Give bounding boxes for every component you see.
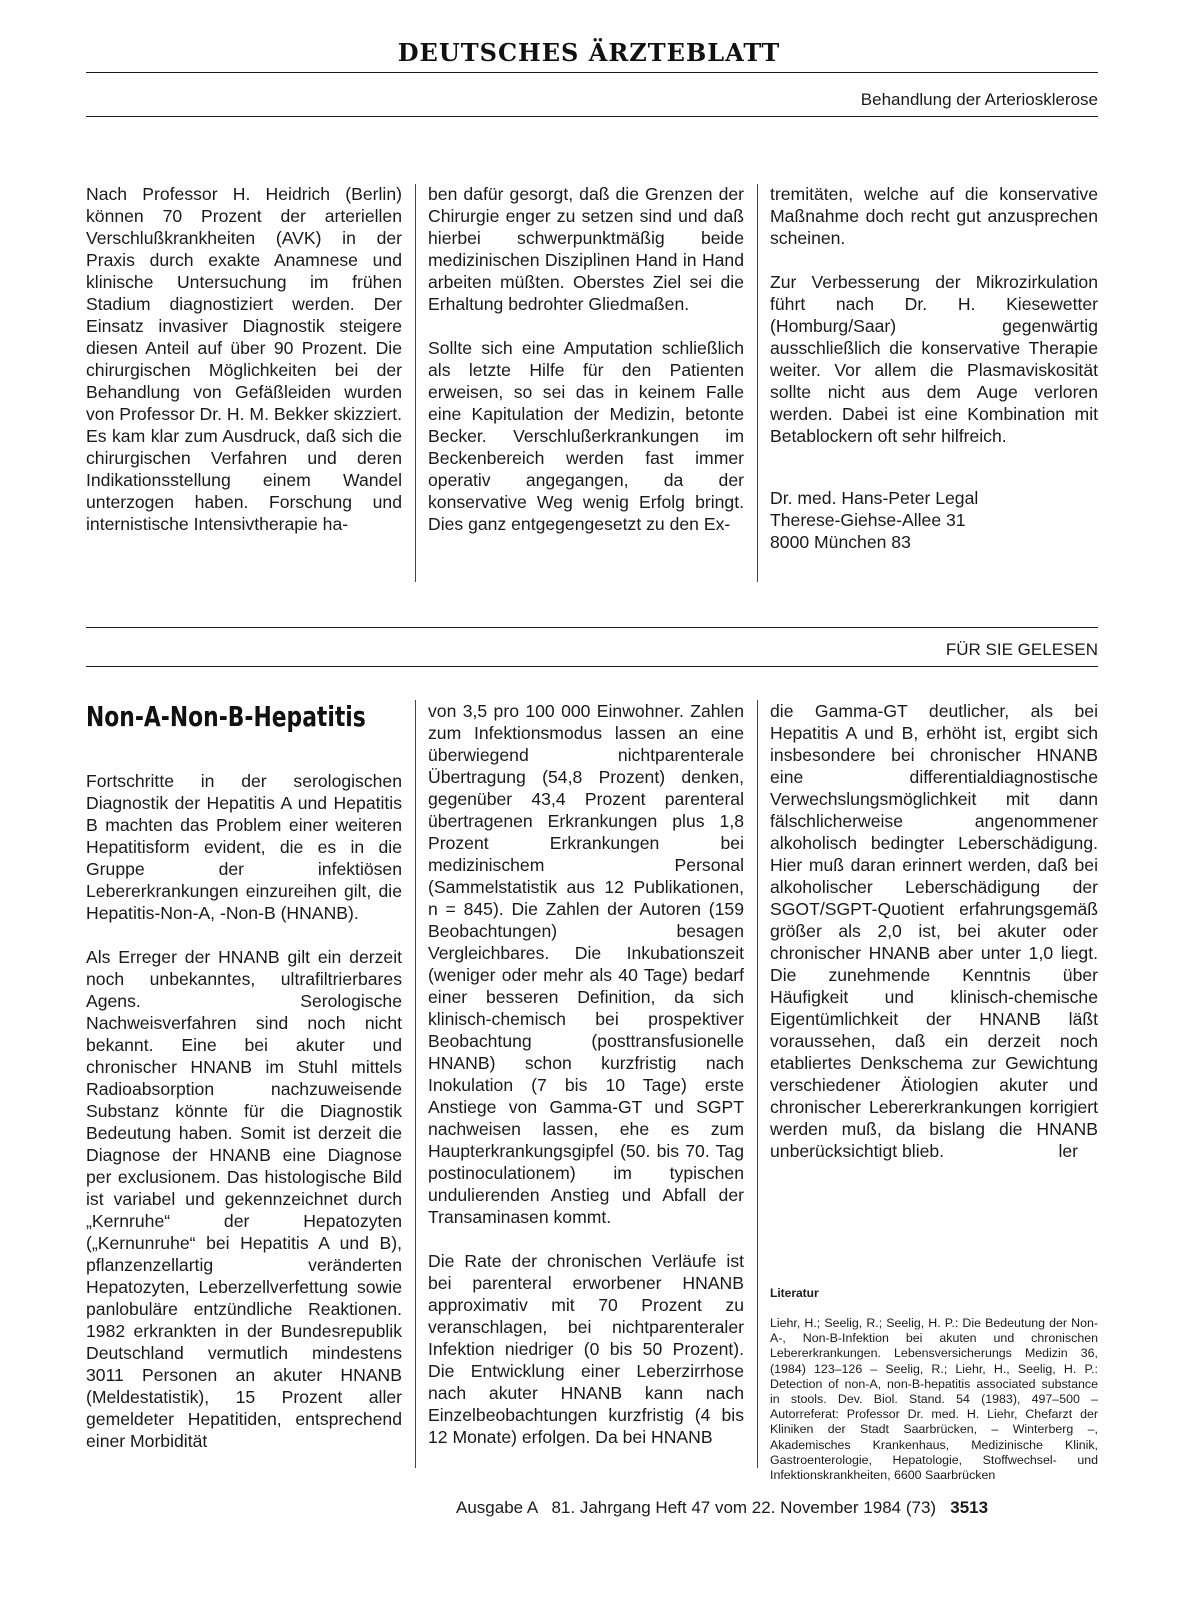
masthead: DEUTSCHES ÄRZTEBLATT (397, 38, 781, 67)
author-signature: ler (1058, 1141, 1078, 1161)
column-divider (757, 700, 758, 1468)
article2-section-rule (86, 666, 1098, 667)
literature-body: Liehr, H.; Seelig, R.; Seelig, H. P.: Die Bedeutung der Non-A-, Non-B-Infektion bei akuten und chronischen Lebererkrankungen. Lebensversicherungs Medizin 36, (1984) 123–126 – Seelig, R.; Liehr, H., Seelig, H. P.: Detection of non-A, non-B-hepatitis associated substance in stools. Dev. Biol. Stand. 54 (1983), 497–500 – Autorreferat: Professor Dr. med. H. Liehr, Chefarzt der Kliniken der Stadt Saarbrücken, – Winterberg –, Akademisches Krankenhaus, Medizinische Klinik, Gastroenterologie, Hepatologie, Stoffwechsel- und Infektionskrankheiten, 6600 Saarbrücken (770, 1316, 1098, 1483)
article2-col3-para1: die Gamma-GT deutlicher, als bei Hepatitis A und B, erhöht ist, ergibt sich insbesondere bei chronischer HNANB eine differentialdiagnostische Verwechslungsmöglichkeit mit dann fälschlicherweise angenommener alkoholisch bedingter Leberschädigung. Hier muß daran erinnert werden, daß bei alkoholischer Leberschädigung der SGOT/SGPT-Quotient erfahrungsgemäß größer als 2,0 ist, bei akuter oder chronischer HNANB aber unter 1,0 liegt. Die zunehmende Kenntnis über Häufigkeit und klinisch-chemische Eigentümlichkeit der HNANB läßt voraussehen, daß ein derzeit noch etabliertes Denkschema zur Gewichtung verschiedener Ätiologien akuter und chronischer Lebererkrankungen korrigiert werden muß, da bislang die HNANB unberücksichtigt blieb. (770, 701, 1098, 1161)
column-divider (757, 184, 758, 582)
article2-column2 (428, 700, 744, 1470)
article2-col1-para2: Als Erreger der HNANB gilt ein derzeit noch unbekanntes, ultrafiltrierbares Agens. Serologische Nachweisverfahren sind noch nicht bekannt. Eine bei akuter und chronischer HNANB im Stuhl mittels Radioabsorption nachzuweisende Substanz könnte für die Diagnostik Bedeutung haben. Somit ist derzeit die Diagnose der HNANB eine Diagnose per exclusionem. Das histologische Bild ist variabel und gekennzeichnet durch „Kernruhe“ der Hepatozyten („Kernunruhe“ bei Hepatitis A und B), pflanzenzellartig veränderten Hepatozyten, Leberzellverfettung sowie panlobuläre entzündliche Reaktionen. 1982 erkrankten in der Bundesrepublik Deutschland vermutlich mindestens 3011 Personen an akuter HNANB (Meldestatistik), 15 Prozent aller gemeldeter Hepatitiden, entsprechend einer Morbidität (86, 947, 402, 1451)
section-title: Behandlung der Arteriosklerose (860, 90, 1098, 109)
article2-section-label: FÜR SIE GELESEN (945, 640, 1098, 659)
literature-heading: Literatur (770, 1286, 819, 1300)
author-city: 8000 München 83 (770, 532, 911, 552)
article1-col3-para1: tremitäten, welche auf die konservative Maßnahme doch recht gut anzusprechen scheinen. (770, 184, 1098, 248)
article2-column3 (770, 700, 1098, 1220)
article2-top-rule (86, 627, 1098, 628)
page-footer (456, 1498, 988, 1518)
article2-col2-para1: von 3,5 pro 100 000 Einwohner. Zahlen zum Infektionsmodus lassen an eine überwiegend nichtparenterale Übertragung (54,8 Prozent) denken, gegenüber 43,4 Prozent parenteral übertragenen Erkrankungen plus 1,8 Prozent Erkrankungen bei medizinischem Personal (Sammelstatistik aus 12 Publikationen, n = 845). Die Zahlen der Autoren (159 Beobachtungen) besagen Vergleichbares. Die Inkubationszeit (weniger oder mehr als 40 Tage) bedarf einer besseren Definition, da sich klinisch-chemisch bei prospektiver Beobachtung (posttransfusionelle HNANB) schon kurzfristig nach Inokulation (7 bis 10 Tage) erste Anstiege von Gamma-GT und SGPT nachweisen lassen, ehe es zum Haupterkrankungsgipfel (50. bis 70. Tag postinoculationem) im typischen undulierenden Anstieg und Abfall der Transaminasen kommt. (428, 701, 744, 1227)
article1-column1 (86, 183, 402, 583)
article1-column3 (770, 183, 1098, 583)
article2-col1-para1: Fortschritte in der serologischen Diagnostik der Hepatitis A und Hepatitis B machten das Problem einer weiteren Hepatitisform evident, die es in die Gruppe der infektiösen Lebererkrankungen einzureihen gilt, die Hepatitis-Non-A, -Non-B (HNANB). (86, 771, 402, 923)
article1-col2-para1: ben dafür gesorgt, daß die Grenzen der Chirurgie enger zu setzen sind und daß hierbei schwerpunktmäßig beide medizinischen Disziplinen Hand in Hand arbeiten müßten. Oberstes Ziel sei die Erhaltung bedrohter Gliedmaßen. (428, 184, 744, 314)
article2-headline: Non-A-Non-B-Hepatitis (86, 700, 366, 733)
article2-col2-para2: Die Rate der chronischen Verläufe ist bei parenteral erworbener HNANB approximativ mit 70 Prozent zu veranschlagen, bei nichtparenteraler Infektion niedriger (0 bis 50 Prozent). Die Entwicklung einer Leberzirrhose nach akuter HNANB kann nach Einzelbeobachtungen kurzfristig (4 bis 12 Monate) erfolgen. Da bei HNANB (428, 1251, 744, 1447)
article1-col3-para2: Zur Verbesserung der Mikrozirkulation führt nach Dr. H. Kiesewetter (Homburg/Saar) gegenwärtig ausschließlich die konservative Therapie weiter. Vor allem die Plasmaviskosität sollte nicht aus dem Auge verloren werden. Dabei ist eine Kombination mit Betablockern oft sehr hilfreich. (770, 272, 1098, 446)
article1-column2 (428, 183, 744, 583)
column-divider (415, 184, 416, 582)
column-divider (415, 700, 416, 1468)
masthead-rule (86, 72, 1098, 73)
article2-column1 (86, 770, 402, 1460)
article1-col1-text: Nach Professor H. Heidrich (Berlin) können 70 Prozent der arteriellen Verschlußkrankheiten (AVK) in der Praxis durch exakte Anamnese und klinische Untersuchung im frühen Stadium diagnostiziert werden. Der Einsatz invasiver Diagnostik steigere diesen Anteil auf über 90 Prozent. Die chirurgischen Möglichkeiten bei der Behandlung von Gefäßleiden wurden von Professor Dr. H. M. Bekker skizziert. Es kam klar zum Ausdruck, daß sich die chirurgischen Verfahren und deren Indikationsstellung einem Wandel unterzogen haben. Forschung und internistische Intensivtherapie ha- (86, 184, 402, 534)
page-number: 3513 (950, 1498, 989, 1517)
issue-info: Ausgabe A 81. Jahrgang Heft 47 vom 22. November 1984 (73) (456, 1498, 937, 1517)
author-street: Therese-Giehse-Allee 31 (770, 510, 966, 530)
article1-col2-para2: Sollte sich eine Amputation schließlich als letzte Hilfe für den Patienten erweisen, so sei das in keinem Falle eine Kapitulation der Medizin, betonte Becker. Verschlußerkrankungen im Beckenbereich werden fast immer operativ angegangen, da der konservative Weg wenig Erfolg bringt. Dies ganz entgegengesetzt zu den Ex- (428, 338, 744, 534)
section-rule (86, 116, 1098, 117)
author-name: Dr. med. Hans-Peter Legal (770, 488, 979, 508)
